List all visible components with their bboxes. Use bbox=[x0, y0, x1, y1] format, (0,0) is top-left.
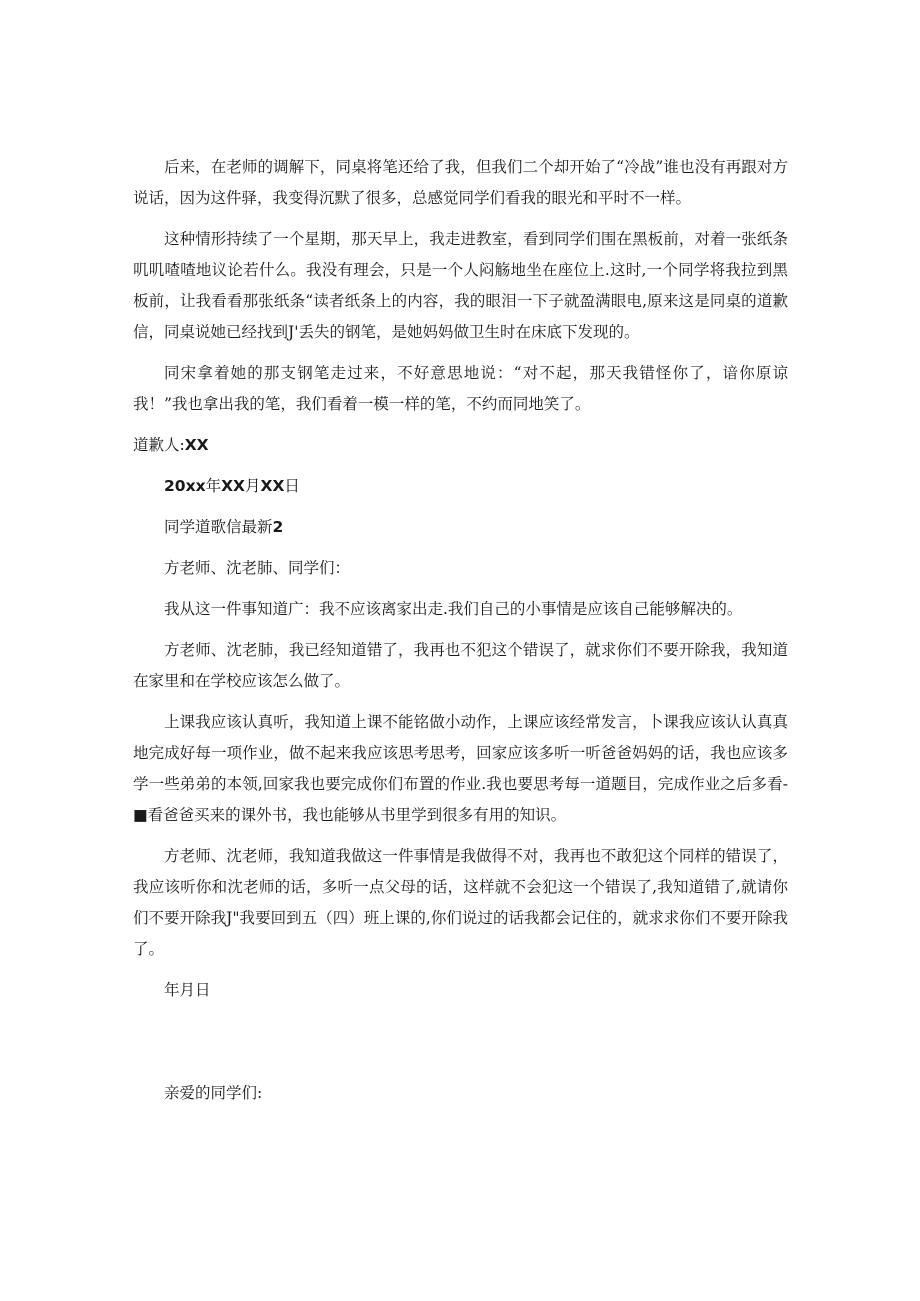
date-year: 20xx bbox=[164, 477, 206, 495]
section-title-number: 2 bbox=[272, 518, 284, 536]
date-day: XX bbox=[260, 477, 285, 495]
section-title-text: 同学道歌信最新 bbox=[164, 518, 273, 536]
date-month: XX bbox=[221, 477, 245, 495]
letter2-paragraph-2: 方老师、沈老肺，我已经知道错了，我再也不犯这个错误了，就求你们不要开除我，我知道在家里和在学校应该怎么做了。 bbox=[133, 641, 788, 690]
letter2-paragraph-1: 我从这一件事知道广：我不应该离家出走.我们自己的小事情是应该自己能够解决的。 bbox=[164, 600, 743, 618]
letter2-paragraph-3: 上课我应该认真听，我知道上课不能铭做小动作，上课应该经常发言，卜课我应该认认真真地完成好每一项作业，做不起来我应该思考思考，回家应该多听一听爸爸妈妈的话，我也应该多学一些弟弟的本领,回家我也要完成你们布置的作业.我也要思考每一道题目，完成作业之后多看-■看爸爸买来的课外书，我也能够从书里学到很多有用的知识。 bbox=[133, 713, 788, 824]
date-day-unit: 日 bbox=[284, 477, 300, 495]
date-line bbox=[133, 471, 788, 502]
letter2-salutation: 方老师、沈老肺、同学们： bbox=[164, 559, 351, 577]
paragraph-2: 这种情形持续了一个星期，那天早上，我走进教室，看到同学们围在黑板前，对着一张纸条叽叽喳喳地议论若什么。我没有理会，只是一个人闷觞地坐在座位上.这时,一个同学将我拉到黑板前，让我看看那张纸条“读者纸条上的内容，我的眼泪一下子就盈满眼电,原来这是同桌的道歉信，同桌说她已经找到J'丢失的钢笔，是她妈妈做卫生时在床底下发现的。 bbox=[133, 230, 788, 341]
paragraph-1: 后来，在老师的调解下，同桌将笔还给了我，但我们二个却开始了“冷战”谁也没有再跟对方说话，因为这件驿，我变得沉默了很多，总感觉同学们看我的眼光和平时不一样。 bbox=[133, 158, 788, 207]
section-title bbox=[133, 512, 788, 543]
signature-name: XX bbox=[184, 436, 209, 454]
date-year-unit: 年 bbox=[205, 477, 222, 495]
paragraph-3: 同宋拿着她的那支钢笔走过来，不好意思地说：“对不起，那天我错怪你了，谙你原谅我！”我也拿出我的笔，我们看着一模一样的笔，不约而同地笑了。 bbox=[133, 364, 788, 413]
signature-label: 道歉人: bbox=[133, 436, 185, 454]
letter2-closing-date: 年月日 bbox=[164, 981, 211, 999]
letter2-paragraph-4: 方老师、沈老师，我知道我做这一件事情是我做得不对，我再也不敢犯这个同样的错误了，我应该听你和沈老师的话，多听一点父母的话，这样就不会犯这一个错误了,我知道错了,就请你们不要开除我J"我要回到五（四）班上课的,你们说过的话我都会记住的，就求求你们不要开除我了。 bbox=[133, 847, 788, 958]
letter3-salutation: 亲爱的同学们: bbox=[164, 1084, 263, 1102]
signature-line bbox=[133, 430, 788, 461]
date-month-unit: 月 bbox=[245, 477, 261, 495]
document-page bbox=[133, 152, 788, 1109]
